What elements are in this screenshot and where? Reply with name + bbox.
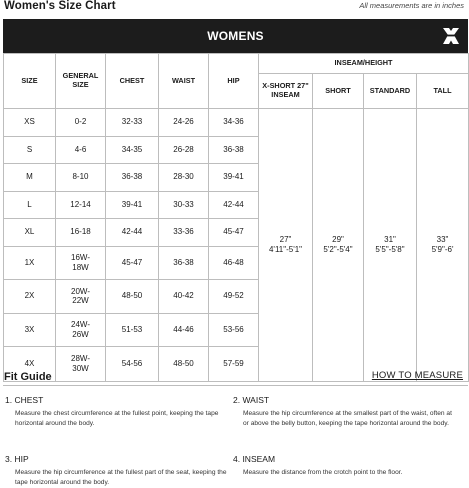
waist-cell: 33-36 xyxy=(159,219,209,247)
inseam-standard-length: 31" xyxy=(384,235,396,245)
guide-heading: 1. CHEST xyxy=(5,395,44,405)
size-cell: 3X xyxy=(4,313,56,347)
hip-cell: 57-59 xyxy=(209,347,259,382)
chest-cell: 36-38 xyxy=(106,164,159,192)
measurement-note: All measurements are in inches xyxy=(359,1,464,10)
general-size-cell: 12-14 xyxy=(56,191,106,219)
inseam-xshort-height: 4'11"-5'1" xyxy=(268,245,303,254)
chest-cell: 34-35 xyxy=(106,136,159,164)
waist-cell: 30-33 xyxy=(159,191,209,219)
fit-guide-item-waist xyxy=(233,395,459,429)
fit-guide-title: Fit Guide xyxy=(4,371,52,383)
general-size-cell: 4-6 xyxy=(56,136,106,164)
hip-cell: 36-38 xyxy=(209,136,259,164)
col-size: SIZE xyxy=(4,54,56,109)
chest-cell: 51-53 xyxy=(106,313,159,347)
banner-title: WOMENS xyxy=(207,29,264,43)
waist-cell: 48-50 xyxy=(159,347,209,382)
size-cell: XL xyxy=(4,219,56,247)
col-inseam-height: INSEAM/HEIGHT xyxy=(259,54,469,74)
fit-guide-item-hip xyxy=(5,454,231,488)
chest-cell: 32-33 xyxy=(106,109,159,137)
womens-banner xyxy=(3,19,468,53)
size-cell: XS xyxy=(4,109,56,137)
inseam-tall-length: 33" xyxy=(436,235,449,245)
col-chest: CHEST xyxy=(106,54,159,109)
chest-cell: 45-47 xyxy=(106,246,159,280)
page-title: Women's Size Chart xyxy=(4,0,116,12)
inseam-standard-height: 5'5"-5'8" xyxy=(375,245,405,254)
how-to-measure-link[interactable]: HOW TO MEASURE xyxy=(371,370,463,381)
inseam-short-height: 5'2"-5'4" xyxy=(323,245,353,254)
size-cell: S xyxy=(4,136,56,164)
fit-guide-item-inseam xyxy=(233,454,459,478)
divider xyxy=(3,385,468,386)
size-cell: 4X xyxy=(4,347,56,382)
guide-text: Measure the hip circumference at the fullest part of the seat, keeping the tape horizontal around the body. xyxy=(15,469,227,487)
guide-text: Measure the chest circumference at the fullest point, keeping the tape horizontal around the body. xyxy=(15,410,219,428)
guide-heading: 4. INSEAM xyxy=(233,454,276,464)
general-size-cell: 16-18 xyxy=(56,219,106,247)
guide-text: Measure the hip circumference at the smallest part of the waist, often at or above the belly button, keeping the tape horizontal around the body. xyxy=(243,410,452,428)
col-hip: HIP xyxy=(209,54,259,109)
hip-cell: 49-52 xyxy=(209,280,259,314)
general-size-cell: 8-10 xyxy=(56,164,106,192)
general-size-cell xyxy=(56,280,106,314)
guide-heading: 3. HIP xyxy=(5,454,29,464)
size-cell: 1X xyxy=(4,246,56,280)
hip-cell: 46-48 xyxy=(209,246,259,280)
hip-cell: 45-47 xyxy=(209,219,259,247)
inseam-tall-height: 5'9"-6' xyxy=(431,245,454,254)
waist-cell: 40-42 xyxy=(159,280,209,314)
general-size-text: 24W-26W xyxy=(71,320,90,339)
col-standard: STANDARD xyxy=(364,74,417,109)
waist-cell: 36-38 xyxy=(159,246,209,280)
size-cell: M xyxy=(4,164,56,192)
size-chart-table xyxy=(3,53,469,382)
waist-cell: 28-30 xyxy=(159,164,209,192)
waist-cell: 26-28 xyxy=(159,136,209,164)
col-tall: TALL xyxy=(417,74,469,109)
general-size-text: 16W-18W xyxy=(71,253,90,272)
inseam-xshort-length: 27" xyxy=(279,235,292,245)
waist-cell: 44-46 xyxy=(159,313,209,347)
chest-cell: 54-56 xyxy=(106,347,159,382)
general-size-cell xyxy=(56,347,106,382)
chest-cell: 42-44 xyxy=(106,219,159,247)
general-size-text: 20W-22W xyxy=(71,286,90,306)
general-size-cell xyxy=(56,313,106,347)
guide-heading: 2. WAIST xyxy=(233,395,270,405)
hip-cell: 34-36 xyxy=(209,109,259,137)
col-xshort: X-SHORT 27" INSEAM xyxy=(259,74,313,109)
general-size-text: 28W-30W xyxy=(71,354,90,373)
size-cell: L xyxy=(4,191,56,219)
chest-cell: 39-41 xyxy=(106,191,159,219)
inseam-tall xyxy=(417,109,469,382)
col-general-size: GENERAL SIZE xyxy=(56,54,106,109)
general-size-cell: 0-2 xyxy=(56,109,106,137)
fit-guide-item-chest xyxy=(5,395,231,429)
hip-cell: 42-44 xyxy=(209,191,259,219)
general-size-cell xyxy=(56,246,106,280)
inseam-short xyxy=(313,109,364,382)
hip-cell: 53-56 xyxy=(209,313,259,347)
guide-text: Measure the distance from the crotch point to the floor. xyxy=(243,469,403,476)
hip-cell: 39-41 xyxy=(209,164,259,192)
table-row xyxy=(4,109,469,137)
chest-cell: 48-50 xyxy=(106,280,159,314)
waist-cell: 24-26 xyxy=(159,109,209,137)
brand-logo-icon xyxy=(440,25,462,47)
inseam-short-length: 29" xyxy=(332,235,344,245)
size-cell: 2X xyxy=(4,280,56,314)
col-short: SHORT xyxy=(313,74,364,109)
inseam-standard xyxy=(364,109,417,382)
col-waist: WAIST xyxy=(159,54,209,109)
inseam-xshort xyxy=(259,109,313,382)
